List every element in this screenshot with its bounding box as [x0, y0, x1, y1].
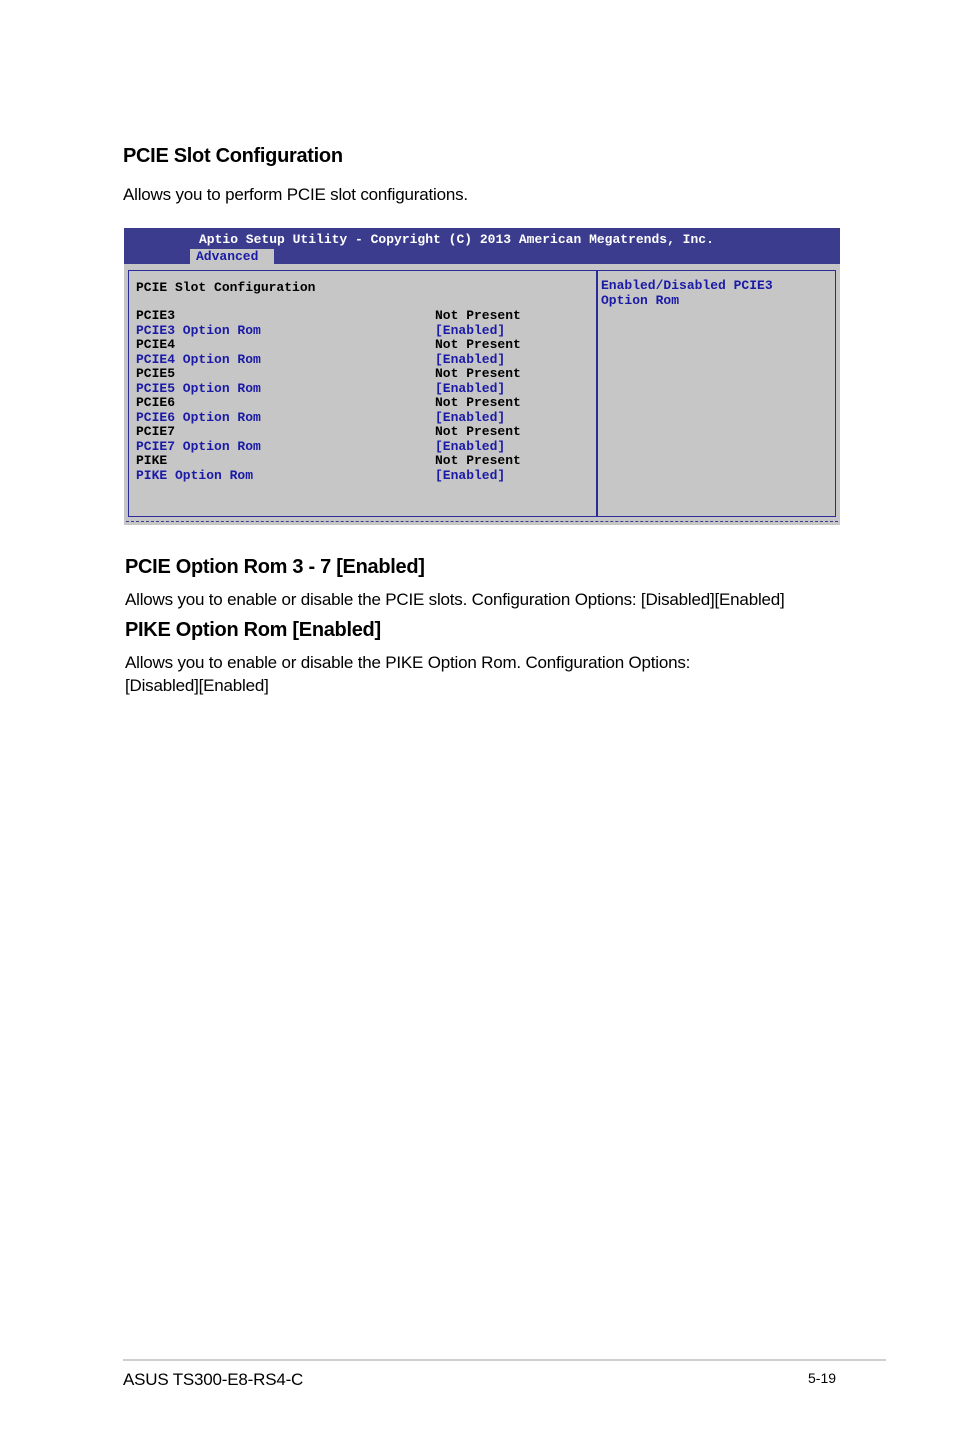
bios-option-value[interactable]: [Enabled] — [435, 438, 506, 454]
bios-bottom-divider — [126, 521, 838, 522]
section-description-pike-line-2: [Disabled][Enabled] — [125, 676, 269, 695]
bios-header-bar — [124, 228, 840, 264]
section-heading-pcie-option-rom: PCIE Option Rom 3 - 7 [Enabled] — [125, 556, 425, 578]
section-heading-pcie-slot-configuration: PCIE Slot Configuration — [123, 145, 343, 167]
bios-option-label[interactable]: PCIE3 Option Rom — [136, 322, 261, 338]
bios-slot-label: PCIE6 — [136, 395, 176, 410]
bios-slot-status: Not Present — [435, 395, 521, 410]
bios-slot-label: PCIE4 — [136, 337, 176, 352]
bios-slot-status: Not Present — [435, 337, 521, 352]
help-text-line-2: Option Rom — [601, 293, 680, 308]
bios-option-label[interactable]: PCIE5 Option Rom — [136, 380, 261, 396]
section-description-pcie-option-rom: Allows you to enable or disable the PCIE slots. Configuration Options: [Disabled][Enabled] — [125, 590, 785, 609]
bios-option-value[interactable]: [Enabled] — [435, 467, 506, 483]
bios-help-panel — [597, 270, 836, 517]
section-heading-pike-option-rom: PIKE Option Rom [Enabled] — [125, 619, 381, 641]
bios-slot-label: PCIE5 — [136, 366, 176, 381]
bios-slot-label: PCIE7 — [136, 424, 176, 439]
bios-slot-label: PIKE — [136, 453, 168, 468]
bios-slot-status: Not Present — [435, 424, 521, 439]
bios-option-label[interactable]: PCIE7 Option Rom — [136, 438, 261, 454]
footer-divider — [123, 1359, 886, 1361]
footer-page-number: 5-19 — [808, 1370, 837, 1386]
bios-option-label[interactable]: PCIE6 Option Rom — [136, 409, 261, 425]
bios-screenshot — [124, 228, 840, 525]
bios-slot-label: PCIE3 — [136, 308, 176, 323]
bios-option-value[interactable]: [Enabled] — [435, 409, 506, 425]
section-description-pike-line-1: Allows you to enable or disable the PIKE Option Rom. Configuration Options: — [125, 653, 691, 672]
bios-settings-panel — [128, 270, 597, 517]
bios-title: Aptio Setup Utility - Copyright (C) 2013 American Megatrends, Inc. — [199, 232, 714, 247]
bios-panel-title: PCIE Slot Configuration — [136, 280, 316, 295]
footer-model: ASUS TS300-E8-RS4-C — [123, 1370, 304, 1389]
bios-option-value[interactable]: [Enabled] — [435, 380, 506, 396]
bios-slot-status: Not Present — [435, 453, 521, 468]
bios-option-label[interactable]: PCIE4 Option Rom — [136, 351, 261, 367]
bios-option-value[interactable]: [Enabled] — [435, 351, 506, 367]
section-description-pcie-slot-configuration: Allows you to perform PCIE slot configurations. — [123, 185, 468, 204]
tab-advanced[interactable]: Advanced — [190, 249, 274, 265]
bios-option-value[interactable]: [Enabled] — [435, 322, 506, 338]
help-text-line-1: Enabled/Disabled PCIE3 — [601, 278, 773, 293]
bios-slot-status: Not Present — [435, 308, 521, 323]
bios-slot-status: Not Present — [435, 366, 521, 381]
bios-option-label[interactable]: PIKE Option Rom — [136, 467, 254, 483]
